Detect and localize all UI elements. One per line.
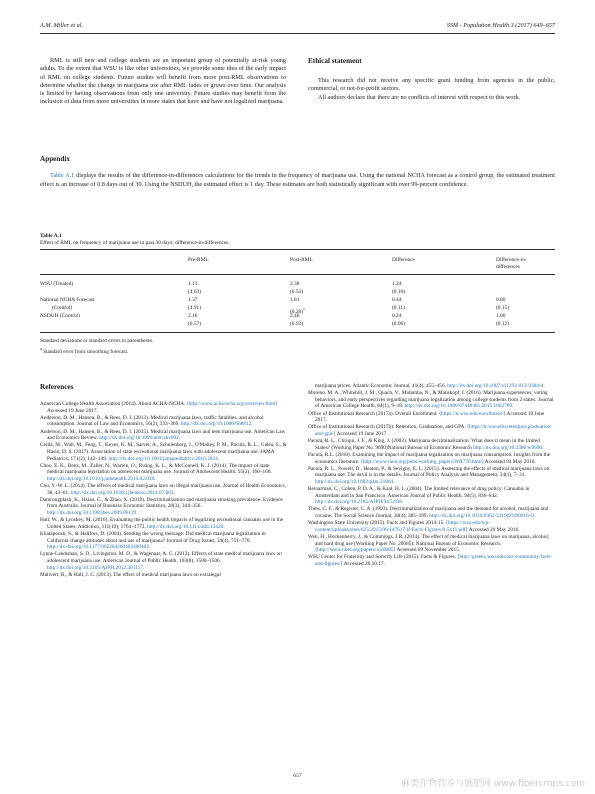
reference-link[interactable]: http://dx.doi.org/10.3386/w9690 (473, 444, 543, 451)
reference-text: Chu, Y.-W. L. (2014). The effects of medical marijuana laws on illegal marijuana use. Journal of Health Economics, 38, 43–61. (40, 483, 286, 496)
discussion-column (40, 57, 286, 107)
reference-tail: . (142, 564, 145, 571)
reference-text: Reinarman, C., Cohen, P. D. A., & Kaal, H. L. (2004). The limited relevance of drug policy: Cannabis in Amsterdam and in San Francisco. American Journal of Public Health, 94(5), 836–842. (308, 486, 530, 499)
reference-item (40, 442, 287, 462)
reference-item (40, 415, 287, 428)
table-note-2-text: Standard error from smoothing forecast. (43, 348, 129, 355)
reference-text: American College Health Association (2014). About ACHA-NCHA. (40, 401, 187, 407)
ethical-column (308, 77, 555, 102)
reference-link[interactable]: http://dx.doi.org/10.1111/add.13428 (147, 523, 224, 530)
reference-item (40, 531, 287, 551)
reference-link[interactable]: http://dx.doi.org/10.1016/j.jadohealth.2014.02.018 (47, 475, 155, 482)
cell-diff: 1.24 (392, 281, 402, 287)
cell-diff-se: (0.10) (392, 289, 406, 295)
cell-post-se: (6.53) (290, 289, 304, 295)
reference-item (40, 463, 287, 483)
reference-tail: . (136, 510, 138, 517)
reference-tail: . (154, 475, 156, 482)
reference-text: Cerdá, M., Wall, M., Feng, T., Keyes, K. M., Sarvet, A., Schulenberg, J., O'Malley, P. M., Pacula, R. L., Galea, S., & Hasin, D. S. (2017). Association of state recreational marijuana laws with adolescent marijuana use. JAMA Pediatrics, 171(2), 142–149. (40, 442, 287, 462)
cell-post-se-value: (0.28) (290, 308, 304, 315)
reference-text: Anderson, D. M., Hansen, B., & Rees, D. I. (2015). Medical marijuana laws and teen marijuana use. American Law and Economics Review. (40, 428, 286, 442)
reference-tail: Accessed 19 June 2017. (335, 430, 388, 437)
reference-text: Office of Institutional Research (2017b). Retention, Graduation, and GPA. (308, 424, 468, 431)
reference-text: WSU Center for Fraternity and Sorority Life (2015). Facts & Figures. (308, 554, 458, 561)
watermark: 麻类作物营养与施肥网 www.fibercrops.com (401, 779, 585, 789)
reference-item (40, 483, 287, 496)
cell-pre: 1.37 (188, 297, 198, 303)
cell-did: 1.00 (496, 313, 506, 319)
reference-tail: Accessed 04 May 2016. (483, 458, 536, 465)
reference-item (40, 497, 287, 517)
table-header-rule (40, 274, 555, 275)
appendix-text: displays the results of the difference-in-differences calculations for the trends in the frequency of marijuana use. Using the national NCHA forecast as a control group, the estimated treatment effect is an increase of 0.8 days out of 30. Using the NSDUH, the estimated effect is 1 day. These estimates are both statistically significant with over 99-percent confidence. (40, 172, 555, 188)
reference-link[interactable]: ⟨http://www.rand.org/pubs/working_papers/WR770.html⟩ (360, 458, 484, 465)
row-label: NSDUH (Control) (40, 313, 80, 319)
cell-diff: 0.44 (392, 297, 402, 303)
cell-did-se: (0.15) (496, 305, 510, 311)
cell-post: 2.40 (290, 313, 300, 319)
reference-link[interactable]: http://dx.doi.org/10.1016/0362-3319(93)90016-O (429, 513, 535, 520)
reference-item (40, 429, 287, 442)
reference-text: Moreno, M. A., Whitehill, J. M., Quach, V., Midamba, N., & Manskopf, I. (2016). Marijuana experiences, voting behaviors, and early perspectives regarding marijuana legalization among college students from 2 states. Journal of American College Health, 64(1), 9–18. (308, 390, 554, 410)
reference-item (308, 383, 555, 390)
reference-link[interactable]: http://dx.doi.org/10.1093/aler/ahv002 (99, 435, 179, 442)
cell-did: 0.80 (496, 297, 506, 303)
row-label-2: (Control) (52, 305, 73, 311)
reference-item (308, 466, 555, 486)
reference-text: Anderson, D. M., Hansen, B., & Rees, D. I. (2013). Medical marijuana laws, traffic fatalities, and alcohol consumption. Journal of Law and Economics, 56(2), 333–369. (40, 414, 264, 428)
reference-link[interactable]: ⟨https://ir.wsu.edu/retention-graduation-and-gpa/⟩ (315, 424, 553, 437)
reference-item (308, 520, 555, 533)
reference-link[interactable]: http://dx.doi.org/10.1177/002204260403400402 (47, 544, 149, 551)
reference-link[interactable]: ⟨http://www.nber.org/papers/w20085⟩ (315, 547, 396, 554)
reference-tail: . (512, 403, 514, 410)
reference-link[interactable]: ⟨https://ir.wsu.edu/enrollment/⟩ (438, 410, 506, 417)
cell-pre-se: (4.91) (188, 305, 202, 311)
cell-post: 1.81 (290, 297, 300, 303)
table-bottom-rule (40, 332, 555, 333)
reference-item (308, 452, 555, 465)
row-label: National NCHA Forecast (40, 297, 95, 303)
references-right (308, 383, 555, 568)
reference-tail: . (148, 544, 151, 551)
appendix-heading: Appendix (40, 155, 70, 163)
reference-link[interactable]: ⟨https://wsu.edu/wp-content/uploads/sites/625/2015/06/147617-lf-Facts-Figures-8-5x11.pdf⟩ (315, 520, 490, 533)
col-header-pre: Pre-RML (188, 257, 209, 263)
reference-text: Pacula, R.L. (2010). Examining the impact of marijuana legalization on marijuana consumption: Insights from the economics literature. (308, 451, 551, 465)
table-note-2 (40, 346, 128, 355)
reference-tail: . (543, 383, 545, 389)
reference-tail: Accessed 20 May 2016. (467, 526, 520, 533)
reference-item (40, 401, 287, 414)
running-header (40, 22, 555, 32)
reference-item (308, 411, 555, 424)
reference-tail: . (402, 499, 404, 506)
cell-pre-se: (6.57) (188, 321, 202, 327)
references-heading: References (40, 383, 74, 391)
reference-text: Pacula, R. L., Powell, D., Heaton, P., & Sevigny, E. L. (2015). Assessing the effects of medical marijuana laws on marijuana use: The devil is in the details. Journal of Policy Analysis and Management, 34(1), 7–31. (308, 465, 550, 479)
reference-tail: . (223, 523, 225, 530)
cell-diff-se: (0.06) (392, 321, 406, 327)
reference-link[interactable]: http://dx.doi.org/10.1198/jbes.2009.06129 (47, 510, 137, 517)
reference-link[interactable]: http://dx.doi.org/10.1002/pam.21804 (315, 478, 394, 485)
reference-text: Lynne-Landsman, S. D., Livingston, M. D., & Wagenaar, A. C. (2013). Effects of state medical marijuana laws on adolescent marijuana use. American Journal of Public Health, 103(8), 1500–1506. (40, 551, 282, 564)
reference-link[interactable]: http://dx.doi.org/10.1086/668812 (180, 421, 252, 428)
reference-text: marijuana prices. Atlantic Economic Journal, 41(4), 455–456. (315, 383, 448, 389)
table-caption: Effect of RML on frequency of marijuana use in past 30 days: difference-in-differences. (40, 240, 230, 246)
header-journal: SSM - Population Health 3 (2017) 649–657 (446, 22, 555, 29)
col-header-did: Difference-in- (496, 257, 527, 263)
reference-tail: . (542, 444, 544, 451)
reference-item (40, 517, 287, 530)
reference-tail: . (217, 455, 220, 462)
cell-diff-se: (0.11) (392, 305, 405, 311)
reference-item (308, 554, 555, 567)
cell-did-se: (0.12) (496, 321, 510, 327)
header-authors: A.M. Miller et al. (40, 22, 83, 29)
reference-tail: Accessed 19 June 2017. (47, 407, 98, 414)
reference-tail: Accessed 19 June 2017. (315, 410, 545, 424)
reference-link[interactable]: ⟨http://www.acha-ncha.org/overview.html⟩ (186, 401, 278, 407)
reference-item (308, 506, 555, 519)
table-link[interactable]: Table A.1 (50, 172, 75, 179)
discussion-paragraph: RML is still new and college students are an important group of potentially at-risk young adults. To the extent that WSU is like other universities, we provide some idea of the early impact of RML on college students. Future studies will benefit from more post-RML observations to determine whether the change in marijuana use after RML fades or grows over time. Our analysis is limited by having observations from only one university. Future studies may benefit from the inclusion of data from more universities in more states that have and have not legalized marijuana. (40, 57, 286, 106)
table-label: Table A.1 (40, 233, 62, 239)
row-label: WSU (Treated) (40, 281, 74, 287)
reference-tail: . (178, 435, 181, 442)
reference-tail: . (251, 421, 253, 428)
page-number: 657 (293, 773, 302, 779)
reference-item (40, 551, 287, 571)
reference-tail: . (393, 478, 395, 485)
reference-link[interactable]: http://dx.doi.org/10.2105/AJPH.94.5.836 (315, 499, 403, 506)
reference-item (40, 572, 287, 579)
reference-link[interactable]: http://dx.doi.org/10.2105/AJPH.2012.301117 (47, 564, 143, 571)
reference-item (308, 424, 555, 437)
cell-pre: 1.13 (188, 281, 198, 287)
table-top-rule (40, 249, 555, 250)
table-note-1: Standard deviations or standard errors in parentheses. (40, 338, 154, 344)
reference-text: Choo, E. K., Benz, M., Zaller, N., Warren, O., Rising, K. L., & McConnell, K. J. (2014). The impact of state medical marijuana legislation on adolescent marijuana use. Journal of Adolescent Health, 55(2), 160–166. (40, 462, 272, 476)
reference-link[interactable]: http://dx.doi.org/10.1007/s11293-013-9384-0 (447, 383, 544, 389)
reference-text: Malivert, R., & Hall, J. C. (2013). The effect of medical marijuana laws on extralegal (40, 571, 221, 578)
reference-text: Hall, W., & Lynskey, M. (2016). Evaluating the public health impacts of legalizing recreational cannabis use in the United States. Addiction, 111(10), 1764–1773. (40, 517, 284, 530)
reference-tail: Accessed 09 November 2015. (395, 547, 461, 554)
reference-text: Damrongplasit, K., Hsiao, C., & Zhao, X. (2010). Decriminalization and marijuana smoking prevalence: Evidence from Australia. Journal of Business Economic Statistics, 28(3), 344–356. (40, 496, 283, 510)
reference-tail: . (173, 489, 175, 496)
reference-tail: Accessed 26.10.17. (342, 560, 385, 567)
cell-post-se: (6.93) (290, 321, 304, 327)
footnote-marker[interactable]: a (303, 306, 305, 311)
col-header-did-2: differences (496, 264, 520, 270)
ethical-paragraph-2: All authors declare that there are no conflicts of interest with respect to this work. (318, 93, 521, 101)
reference-text: Office of Institutional Research (2017a). Overall Enrollment. (308, 410, 439, 417)
header-rule (40, 33, 555, 34)
col-header-post: Post-RML (290, 257, 313, 263)
reference-text: Washington State University (2015). Facts and Figures 2014-15. (308, 520, 446, 527)
reference-link[interactable]: http://dx.doi.org/10.1001/jamapediatrics.2016.3624 (108, 455, 218, 462)
reference-item (308, 390, 555, 410)
cell-pre: 2.16 (188, 313, 198, 319)
reference-text: Khatapoush, S., & Hallfors, D. (2004). Sending the wrong message: Did medical marijuana legalization in California change attitudes about and use of marijuana? Journal of Drug Issues, 34(4), 751–770. (40, 531, 266, 544)
cell-diff: 0.24 (392, 313, 402, 319)
reference-item (308, 438, 555, 451)
table-note-mark: a (40, 346, 42, 351)
col-header-diff: Difference (392, 257, 415, 263)
reference-text: Thies, C. F., & Register, C. A. (1993). Decriminalization of marijuana and the demand for alcohol, marijuana and cocaine. The Social Science Journal, 30(4), 385–399. (308, 506, 549, 520)
reference-link[interactable]: http://dx.doi.org/10.1016/j.jhealeco.2014.07.003 (70, 489, 174, 496)
cell-post: 2.38 (290, 281, 300, 287)
reference-text: Pacula, R. L., Chriqui, J. F., & King, J. (2003). Marijuana decriminalization: What does it mean in the United States? (Working Paper No. 9690)National Bureau of Economic Research (308, 438, 540, 451)
reference-link[interactable]: http://dx.doi.org/10.1080/07448481.2015.1062769 (404, 403, 513, 410)
reference-item (308, 534, 555, 554)
reference-link[interactable]: ⟨http://greeks.wsu.edu/our-community/facts-and-figures/⟩ (315, 554, 553, 567)
reference-text: Wen, H., Hockenberry, J., & Cummings, J.R. (2014). The effect of medical marijuana laws on marijuana, alcohol, and hard drug use (Working Paper No. 20085). National Bureau of Economic Research. (308, 534, 550, 547)
reference-item (308, 486, 555, 506)
reference-tail: . (534, 513, 536, 520)
references-left (40, 401, 287, 579)
cell-pre-se: (4.63) (188, 289, 202, 295)
appendix-paragraph (40, 172, 555, 189)
ethical-paragraph-1: This research did not receive any specific grant funding from agencies in the public, commercial, or not-for-profit sectors. (308, 77, 555, 93)
ethical-heading: Ethical statement (308, 57, 362, 65)
